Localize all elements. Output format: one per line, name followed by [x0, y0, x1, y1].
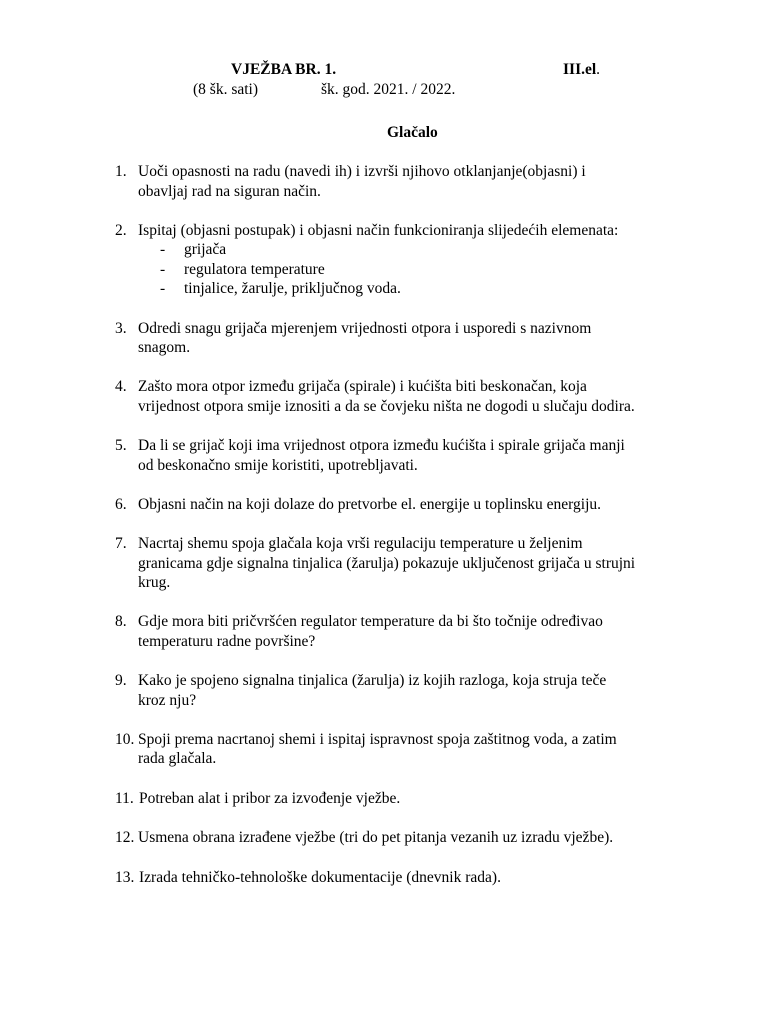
item-text: temperaturu radne površine? — [138, 633, 316, 650]
item-text: Uoči opasnosti na radu (navedi ih) i izvrši njihovo otklanjanje(objasni) i — [138, 163, 586, 180]
sub-item-dash: - — [160, 261, 166, 278]
sub-item-dash: - — [160, 241, 166, 258]
item-text: kroz nju? — [138, 692, 197, 709]
item-text: Kako je spojeno signalna tinjalica (žarulja) iz kojih razloga, koja struja teče — [138, 672, 607, 689]
item-text: Objasni način na koji dolaze do pretvorbe el. energije u toplinsku energiju. — [138, 496, 602, 513]
exercise-heading: VJEŽBA BR. 1. — [231, 61, 337, 78]
item-number: 10. — [115, 731, 135, 748]
item-text: rada glačala. — [138, 750, 217, 767]
item-number: 1. — [115, 163, 127, 180]
item-number: 8. — [115, 613, 127, 630]
item-text: Izrada tehničko-tehnološke dokumentacije (dnevnik rada). — [139, 869, 501, 886]
class-label — [563, 60, 600, 80]
item-text: granicama gdje signalna tinjalica (žarulja) pokazuje uključenost grijača u strujni — [138, 555, 636, 572]
item-text: Da li se grijač koji ima vrijednost otpora između kućišta i spirale grijača manji — [138, 437, 625, 454]
item-number: 12. — [115, 829, 135, 846]
item-text: Usmena obrana izrađene vježbe (tri do pet pitanja vezanih uz izradu vježbe). — [138, 829, 614, 846]
item-number: 11. — [115, 790, 134, 807]
item-number: 4. — [115, 378, 127, 395]
class-label-bold: III.el — [563, 61, 597, 78]
school-hours: (8 šk. sati) — [193, 81, 259, 98]
item-text: snagom. — [138, 339, 191, 356]
item-text: krug. — [138, 574, 171, 591]
item-text: Odredi snagu grijača mjerenjem vrijednosti otpora i usporedi s nazivnom — [138, 320, 592, 337]
item-text: vrijednost otpora smije iznositi a da se čovjeku ništa ne dogodi u slučaju dodira. — [138, 398, 635, 415]
school-year: šk. god. 2021. / 2022. — [321, 81, 456, 98]
item-text: Zašto mora otpor između grijača (spirale) i kućišta biti beskonačan, koja — [138, 378, 587, 395]
class-label-dot: . — [596, 61, 601, 78]
item-text: obavljaj rad na siguran način. — [138, 183, 321, 200]
document-title: Glačalo — [387, 124, 438, 141]
item-text: Potreban alat i pribor za izvođenje vježbe. — [139, 790, 401, 807]
item-text: od beskonačno smije koristiti, upotrebljavati. — [138, 457, 418, 474]
item-number: 2. — [115, 222, 127, 239]
item-number: 5. — [115, 437, 127, 454]
item-number: 6. — [115, 496, 127, 513]
item-number: 7. — [115, 535, 127, 552]
sub-item-text: grijača — [184, 241, 227, 258]
item-text: Spoji prema nacrtanoj shemi i ispitaj ispravnost spoja zaštitnog voda, a zatim — [138, 731, 617, 748]
item-number: 13. — [115, 869, 135, 886]
item-number: 3. — [115, 320, 127, 337]
item-text: Nacrtaj shemu spoja glačala koja vrši regulaciju temperature u željenim — [138, 535, 583, 552]
item-number: 9. — [115, 672, 127, 689]
item-text: Ispitaj (objasni postupak) i objasni način funkcioniranja slijedećih elemenata: — [138, 222, 619, 239]
sub-item-text: tinjalice, žarulje, priključnog voda. — [184, 280, 401, 297]
item-text: Gdje mora biti pričvršćen regulator temperature da bi što točnije određivao — [138, 613, 603, 630]
sub-item-text: regulatora temperature — [184, 261, 325, 278]
sub-item-dash: - — [160, 280, 166, 297]
